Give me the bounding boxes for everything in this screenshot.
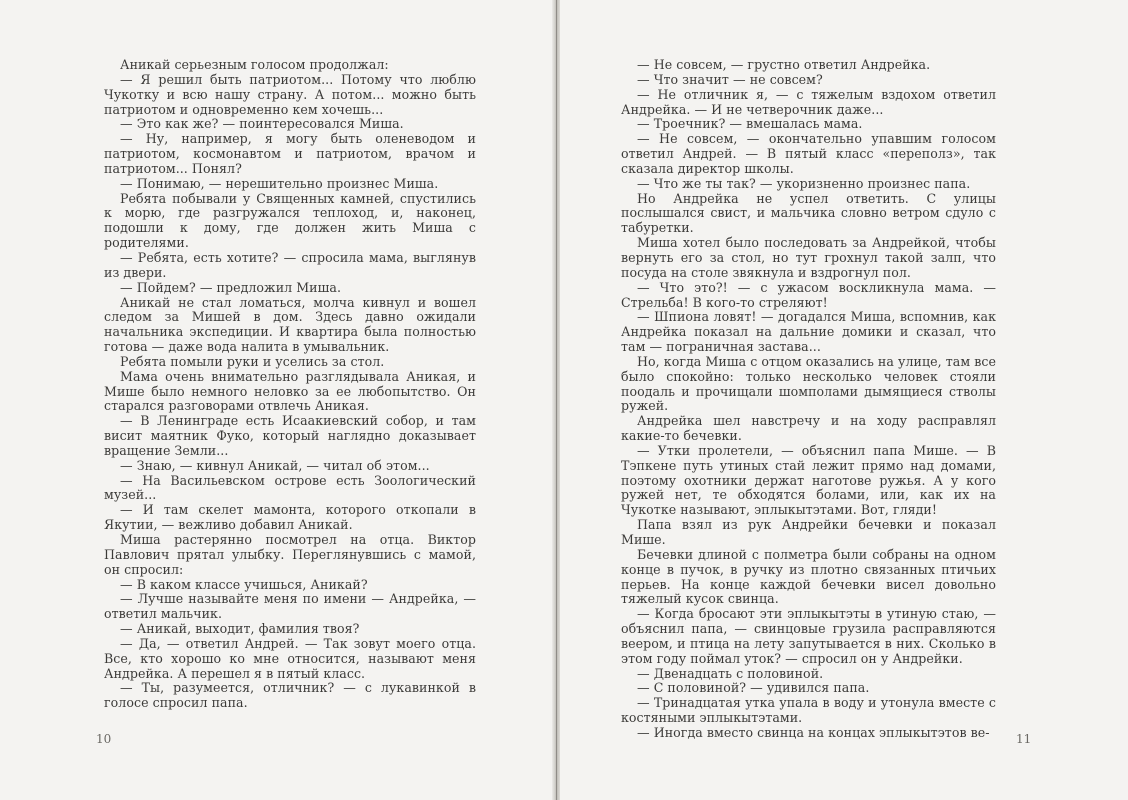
page-number-right: 11: [1016, 732, 1032, 746]
paragraph: — И там скелет мамонта, которого откопали в Якутии, — вежливо добавил Аникай.: [104, 502, 476, 533]
paragraph: Аникай не стал ломаться, молча кивнул и вошел следом за Мишей в дом. Здесь давно ожидали начальника экспедиции. И квартира была полностью готова — даже вода налита в умывальник.: [104, 294, 476, 355]
paragraph: — Когда бросают эти эплыкытэты в утиную стаю, — объяснил папа, — свинцовые грузила расправляются веером, и птица на лету запутывается в них. Сколько в этом году поймал уток? — спросил он у Андрейки.: [621, 606, 996, 666]
paragraph: — На Васильевском острове есть Зоологический музей...: [104, 472, 476, 503]
paragraph: — Ну, например, я могу быть оленеводом и патриотом, космонавтом и патриотом, врачом и патриотом... Понял?: [104, 131, 476, 176]
paragraph: — Троечник? — вмешалась мама.: [637, 116, 863, 132]
paragraph: — Не совсем, — окончательно упавшим голосом ответил Андрей. — В пятый класс «переполз», так сказала директор школы.: [621, 131, 996, 176]
paragraph: — В Ленинграде есть Исаакиевский собор, и там висит маятник Фуко, который наглядно доказывает вращение Земли...: [104, 413, 476, 458]
paragraph: — Пойдем? — предложил Миша.: [120, 279, 341, 295]
paragraph: — С половиной? — удивился папа.: [637, 680, 870, 696]
paragraph: — Что это?! — с ужасом воскликнула мама. — Стрельба! В кого-то стреляют!: [621, 279, 996, 310]
paragraph: Аникай серьезным голосом продолжал:: [120, 57, 389, 72]
paragraph: — Ребята, есть хотите? — спросила мама, выглянув из двери.: [104, 249, 476, 280]
paragraph: Андрейка шел навстречу и на ходу расправлял какие-то бечевки.: [621, 413, 996, 444]
gutter-fold-line: [556, 0, 557, 800]
page-number-left: 10: [96, 732, 112, 746]
paragraph: — Лучше называйте меня по имени — Андрейка, — ответил мальчик.: [104, 591, 476, 622]
paragraph: — Я решил быть патриотом... Потому что люблю Чукотку и всю нашу страну. А потом... можно быть патриотом и одновременно кем хочешь...: [104, 71, 476, 117]
paragraph: Но Андрейка не успел ответить. С улицы послышался свист, и мальчика словно ветром сдуло с табуретки.: [621, 190, 996, 236]
paragraph: — В каком классе учишься, Аникай?: [120, 576, 368, 592]
paragraph: — Что значит — не совсем?: [637, 71, 823, 87]
paragraph: — Не отличник я, — с тяжелым вздохом ответил Андрейка. — И не четверочник даже...: [621, 86, 996, 117]
left-page-text: [104, 58, 476, 711]
left-page: [0, 0, 556, 800]
paragraph: — Понимаю, — нерешительно произнес Миша.: [120, 175, 439, 191]
paragraph: — Ты, разумеется, отличник? — с лукавинкой в голосе спросил папа.: [104, 680, 476, 711]
paragraph: — Шпиона ловят! — догадался Миша, вспомнив, как Андрейка показал на дальние домики и сказал, что там — пограничная застава...: [621, 309, 996, 355]
paragraph: Но, когда Миша с отцом оказались на улице, там все было спокойно: только несколько человек стояли поодаль и прочищали шомполами дымящиеся стволы ружей.: [621, 353, 996, 414]
paragraph: — Да, — ответил Андрей. — Так зовут моего отца. Все, кто хорошо ко мне относится, называют меня Андрейка. А перешел я в пятый класс.: [104, 635, 476, 681]
paragraph: — Не совсем, — грустно ответил Андрейка.: [637, 57, 931, 72]
paragraph: — Иногда вместо свинца на концах эплыкытэтов ве-: [637, 724, 990, 740]
paragraph: Мама очень внимательно разглядывала Аникая, и Мише было немного неловко за ее любопытство. Он старался разговорами отвлечь Аникая.: [104, 368, 476, 414]
paragraph: Миша хотел было последовать за Андрейкой, чтобы вернуть его за стол, но тут грохнул такой залп, что посуда на столе звякнула и вздрогнул пол.: [621, 235, 996, 280]
paragraph: Ребята побывали у Священных камней, спустились к морю, где разгружался теплоход, и, наконец, подошли к дому, где должен жить Миша с родителями.: [104, 190, 476, 251]
paragraph: — Это как же? — поинтересовался Миша.: [120, 116, 404, 132]
paragraph: — Что же ты так? — укоризненно произнес папа.: [637, 175, 971, 191]
paragraph: — Утки пролетели, — объяснил папа Мише. — В Тэпкене путь утиных стай лежит прямо над домами, поэтому охотники держат наготове ружья. А у кого ружей нет, те обходятся болами, или, как их на Чукотке называют, эплыкытэтами. Вот, гляди!: [621, 442, 996, 518]
right-page: [560, 0, 1128, 800]
right-page-text: [621, 58, 996, 741]
paragraph: Папа взял из рук Андрейки бечевки и показал Мише.: [621, 517, 996, 547]
paragraph: — Знаю, — кивнул Аникай, — читал об этом...: [120, 457, 430, 473]
paragraph: — Тринадцатая утка упала в воду и утонула вместе с костяными эплыкытэтами.: [621, 695, 996, 726]
paragraph: — Двенадцать с половиной.: [637, 665, 824, 681]
paragraph: — Аникай, выходит, фамилия твоя?: [120, 621, 360, 637]
paragraph: Бечевки длиной с полметра были собраны на одном конце в пучок, в ручку из плотно связанных птичьих перьев. На конце каждой бечевки висел довольно тяжелый кусок свинца.: [621, 546, 996, 607]
paragraph: Ребята помыли руки и уселись за стол.: [120, 353, 385, 369]
paragraph: Миша растерянно посмотрел на отца. Виктор Павлович прятал улыбку. Переглянувшись с мамой, он спросил:: [104, 532, 476, 577]
